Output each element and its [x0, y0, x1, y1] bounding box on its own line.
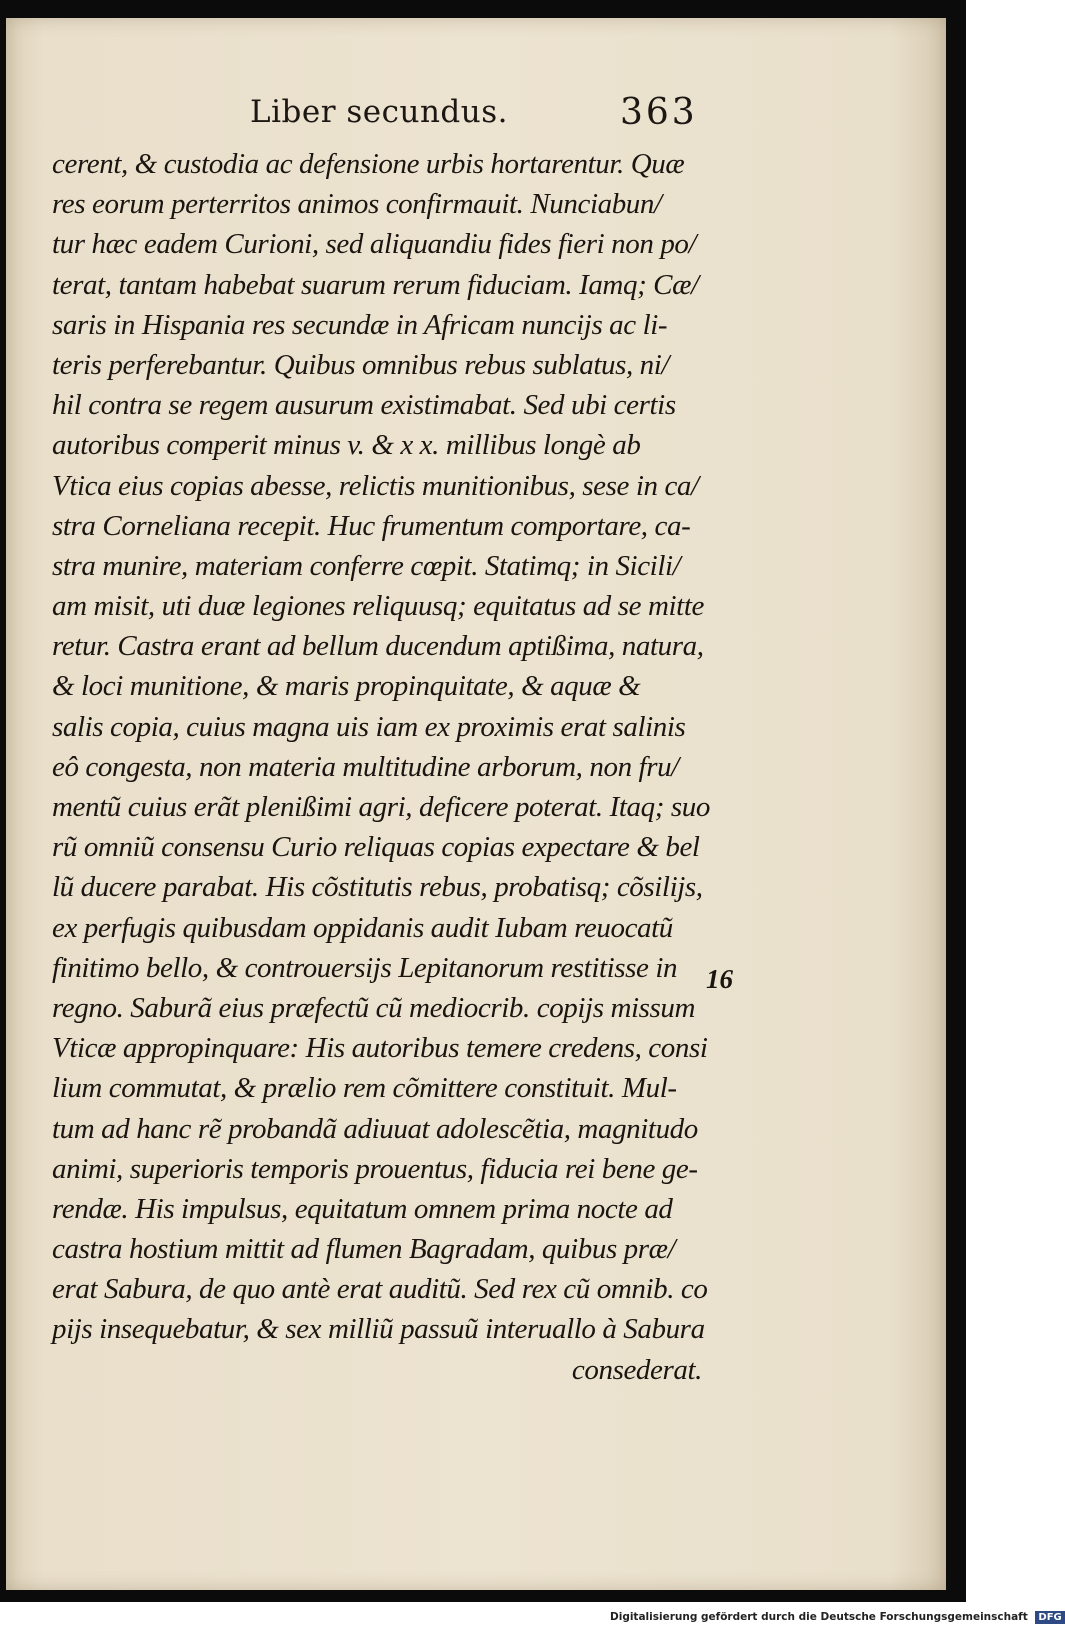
text-line: pijs insequebatur, & sex milliũ passuũ interuallo à Sabura: [52, 1313, 705, 1346]
text-line: saris in Hispania res secundæ in Africam nuncijs ac li-: [52, 308, 668, 341]
text-line: retur. Castra erant ad bellum ducendum aptißima, natura,: [52, 630, 704, 663]
text-line: rendæ. His impulsus, equitatum omnem prima nocte ad: [52, 1192, 673, 1225]
text-line: lũ ducere parabat. His cõstitutis rebus, probatisq; cõsilijs,: [52, 871, 703, 904]
footer-credit: [610, 1611, 1065, 1627]
running-head: Liber secundus.: [250, 94, 508, 130]
text-line: lium commutat, & prælio rem cõmittere constituit. Mul-: [52, 1072, 677, 1105]
text-line: eô congesta, non materia multitudine arborum, non fru/: [52, 750, 679, 783]
text-line: tum ad hanc rẽ probandã adiuuat adolescẽtia, magnitudo: [52, 1112, 698, 1145]
text-line: salis copia, cuius magna uis iam ex proximis erat salinis: [52, 710, 686, 743]
text-line: Vtica eius copias abesse, relictis munitionibus, sese in ca/: [52, 469, 699, 502]
body-text: [52, 144, 732, 1390]
text-line: & loci munitione, & maris propinquitate, & aquæ &: [52, 670, 641, 703]
text-line: animi, superioris temporis prouentus, fiducia rei bene ge-: [52, 1152, 698, 1185]
text-line: am misit, uti duæ legiones reliquusq; equitatus ad se mitte: [52, 590, 704, 623]
text-line: teris perferebantur. Quibus omnibus rebus sublatus, ni/: [52, 348, 670, 381]
text-line: erat Sabura, de quo antè erat auditũ. Sed rex cũ omnib. co: [52, 1273, 708, 1306]
text-line: autoribus comperit minus v. & x x. millibus longè ab: [52, 429, 641, 462]
text-line: terat, tantam habebat suarum rerum fiduciam. Iamq; Cæ/: [52, 268, 699, 301]
text-line: tur hæc eadem Curioni, sed aliquandiu fides fieri non po/: [52, 228, 697, 261]
text-line: consederat.: [571, 1353, 702, 1386]
text-line: res eorum perterritos animos confirmauit. Nunciabun/: [52, 188, 662, 221]
margin-note: 16: [706, 964, 733, 994]
text-line: regno. Saburã eius præfectũ cũ mediocrib. copijs missum: [52, 991, 696, 1024]
text-line: Vticæ appropinquare: His autoribus temere credens, consi: [52, 1032, 708, 1065]
footer-credit-text: Digitalisierung gefördert durch die Deutsche Forschungsgemeinschaft: [610, 1611, 1028, 1623]
dfg-logo: DFG: [1035, 1611, 1064, 1624]
text-line: hil contra se regem ausurum existimabat. Sed ubi certis: [52, 389, 676, 422]
text-line: ex perfugis quibusdam oppidanis audit Iubam reuocatũ: [52, 911, 673, 944]
page-number: 363: [620, 92, 698, 133]
text-line: mentũ cuius erãt plenißimi agri, deficere poterat. Itaq; suo: [52, 791, 710, 823]
text-line: rũ omniũ consensu Curio reliquas copias expectare & bel: [52, 831, 700, 864]
text-line: stra Corneliana recepit. Huc frumentum comportare, ca-: [52, 509, 691, 542]
text-line: stra munire, materiam conferre cœpit. Statimq; in Sicili/: [52, 549, 681, 582]
text-line: finitimo bello, & controuersijs Lepitanorum restitisse in: [52, 951, 678, 984]
text-line: cerent, & custodia ac defensione urbis hortarentur. Quæ: [52, 148, 685, 180]
text-line: castra hostium mittit ad flumen Bagradam, quibus præ/: [52, 1233, 676, 1266]
book-page: [6, 18, 946, 1590]
page-header: [6, 88, 946, 138]
